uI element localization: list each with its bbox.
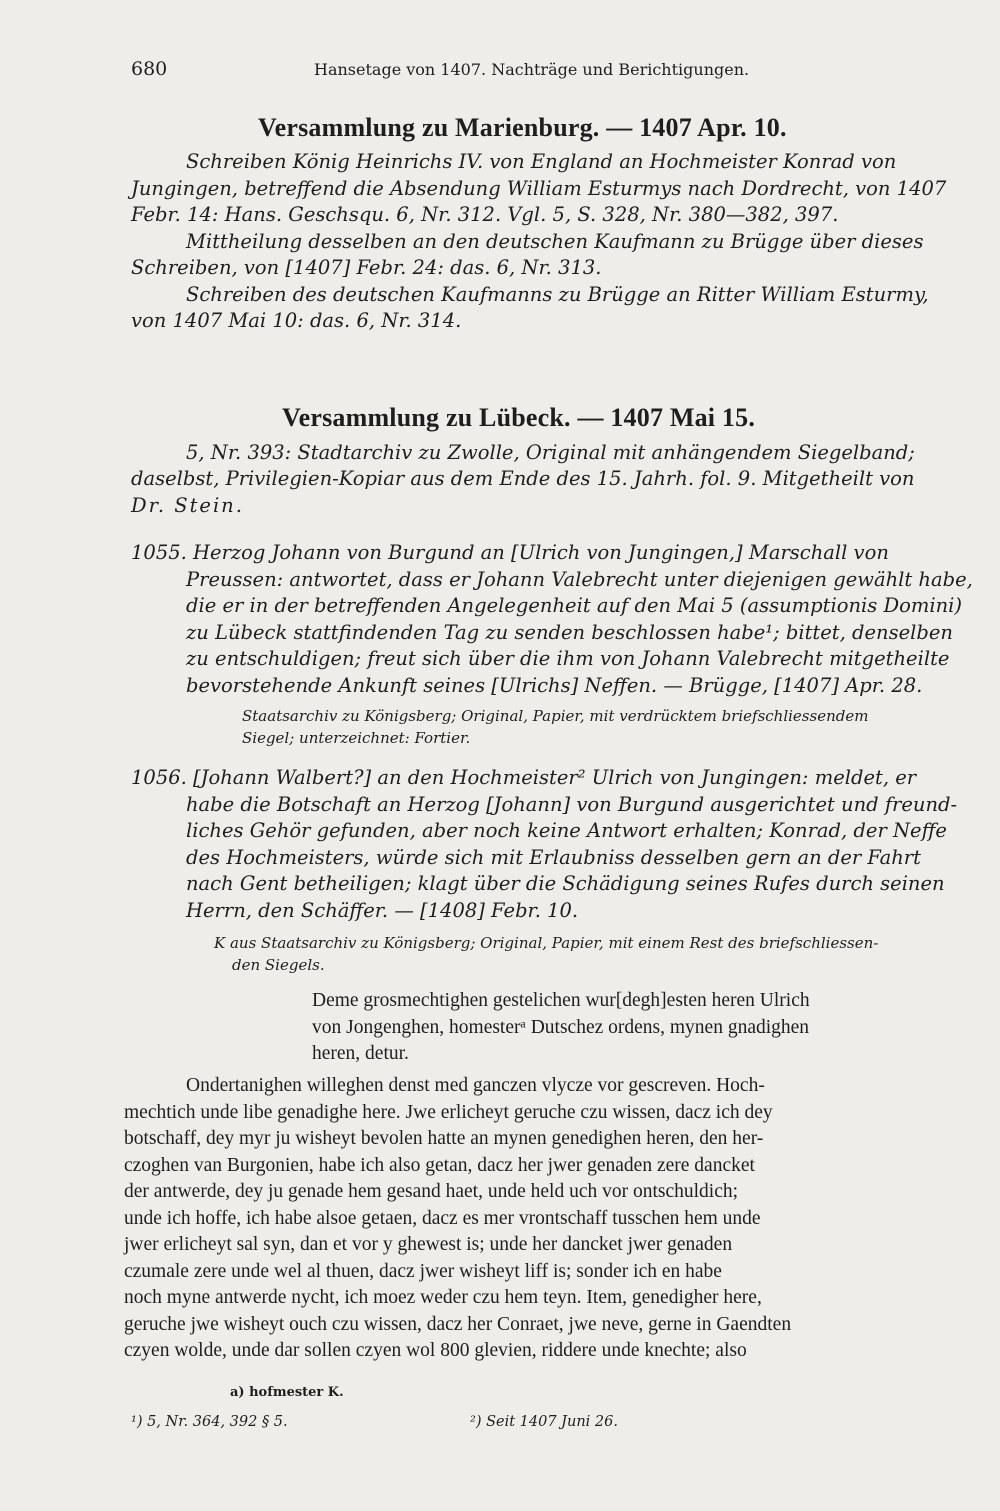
footnote-2: ²) Seit 1407 Juni 26. — [470, 1414, 618, 1430]
letter-address: von Jongenghen, homesterᵃ Dutschez ordens, mynen gnadighen — [312, 1017, 810, 1038]
regest-1056-line: liches Gehör gefunden, aber noch keine Antwort erhalten; Konrad, der Neffe — [186, 819, 947, 842]
letter-address: heren, detur. — [312, 1043, 409, 1064]
letter-address: Deme grosmechtighen gestelichen wur[degh]esten heren Ulrich — [312, 990, 810, 1011]
section2-line: daselbst, Privilegien-Kopiar aus dem Ende des 15. Jahrh. fol. 9. Mitgetheilt von — [131, 467, 915, 490]
section1-line: Jungingen, betreffend die Absendung William Esturmys nach Dordrecht, von 1407 — [131, 177, 947, 200]
regest-1055-line: bevorstehende Ankunft seines [Ulrichs] Neffen. — Brügge, [1407] Apr. 28. — [186, 674, 923, 697]
section-heading-marienburg: Versammlung zu Marienburg. — 1407 Apr. 10. — [258, 113, 787, 142]
source-note-1056: den Siegels. — [232, 956, 325, 974]
page-number: 680 — [131, 58, 168, 80]
letter-line: mechtich unde libe genadighe here. Jwe erlicheyt geruche czu wissen, dacz ich dey — [124, 1102, 773, 1123]
section1-line: Febr. 14: Hans. Geschsqu. 6, Nr. 312. Vgl. 5, S. 328, Nr. 380—382, 397. — [131, 203, 839, 226]
section1-line: Mittheilung desselben an den deutschen Kaufmann zu Brügge über dieses — [186, 230, 924, 253]
regest-1055-line: 1055. Herzog Johann von Burgund an [Ulrich von Jungingen,] Marschall von — [131, 541, 889, 564]
regest-1056-line: habe die Botschaft an Herzog [Johann] von Burgund ausgerichtet und freund- — [186, 793, 958, 816]
letter-line: czyen wolde, unde dar sollen czyen wol 800 glevien, riddere unde knechte; also — [124, 1340, 747, 1361]
regest-1055-line: zu entschuldigen; freut sich über die ihm von Johann Valebrecht mitgetheilte — [186, 647, 950, 670]
regest-1056-line: nach Gent betheiligen; klagt über die Schädigung seines Rufes durch seinen — [186, 872, 945, 895]
source-note-1055: Siegel; unterzeichnet: Fortier. — [242, 729, 471, 747]
regest-1055-line: die er in der betreffenden Angelegenheit auf den Mai 5 (assumptionis Domini) — [186, 594, 962, 617]
letter-line: noch myne antwerde nycht, ich moez weder czu hem teyn. Item, genedigher here, — [124, 1287, 762, 1308]
source-note-1056: K aus Staatsarchiv zu Königsberg; Original, Papier, mit einem Rest des briefschliessen- — [214, 934, 879, 952]
section1-line: Schreiben König Heinrichs IV. von England an Hochmeister Konrad von — [186, 150, 897, 173]
letter-line: czumale zere unde wel al thuen, dacz jwer wisheyt liff is; sonder ich en habe — [124, 1261, 722, 1282]
section2-line: Dr. Stein. — [131, 494, 244, 517]
letter-line: jwer erlicheyt sal syn, dan et vor y ghewest is; unde her dancket jwer genaden — [124, 1234, 733, 1255]
page-header — [131, 58, 920, 88]
letter-line: czoghen van Burgonien, habe ich also getan, dacz her jwer genaden zere dancket — [124, 1155, 755, 1176]
letter-line: unde ich hoffe, ich habe alsoe getaen, dacz es mer vrontschaff tusschen hem unde — [124, 1208, 761, 1229]
section2-line: 5, Nr. 393: Stadtarchiv zu Zwolle, Original mit anhängendem Siegelband; — [186, 441, 915, 464]
section-heading-luebeck: Versammlung zu Lübeck. — 1407 Mai 15. — [282, 403, 756, 432]
section1-line: von 1407 Mai 10: das. 6, Nr. 314. — [131, 309, 462, 332]
section1-line: Schreiben des deutschen Kaufmanns zu Brügge an Ritter William Esturmy, — [186, 283, 929, 306]
letter-line: der antwerde, dey ju genade hem gesand haet, unde held uch vor ontschuldich; — [124, 1181, 739, 1202]
letter-line: geruche jwe wisheyt ouch czu wissen, dacz her Conraet, jwe neve, gerne in Gaendten — [124, 1314, 792, 1335]
regest-1056-line: des Hochmeisters, würde sich mit Erlaubniss desselben gern an der Fahrt — [186, 846, 921, 869]
letter-line: Ondertanighen willeghen denst med ganczen vlycze vor gescreven. Hoch- — [186, 1075, 765, 1096]
footnote-1: ¹) 5, Nr. 364, 392 § 5. — [131, 1414, 288, 1430]
running-title: Hansetage von 1407. Nachträge und Berichtigungen. — [314, 60, 750, 79]
source-note-1055: Staatsarchiv zu Königsberg; Original, Papier, mit verdrücktem briefschliessendem — [242, 707, 869, 725]
regest-1056-line: 1056. [Johann Walbert?] an den Hochmeister² Ulrich von Jungingen: meldet, er — [131, 766, 917, 789]
regest-1055-line: Preussen: antwortet, dass er Johann Valebrecht unter diejenigen gewählt habe, — [186, 568, 973, 591]
section1-line: Schreiben, von [1407] Febr. 24: das. 6, Nr. 313. — [131, 256, 602, 279]
variant-footnote: a) hofmester K. — [230, 1385, 344, 1400]
regest-1056-line: Herrn, den Schäffer. — [1408] Febr. 10. — [186, 899, 579, 922]
letter-line: botschaff, dey myr ju wisheyt bevolen hatte an mynen genedighen heren, den her- — [124, 1128, 764, 1149]
regest-1055-line: zu Lübeck stattfindenden Tag zu senden beschlossen habe¹; bittet, denselben — [186, 621, 953, 644]
